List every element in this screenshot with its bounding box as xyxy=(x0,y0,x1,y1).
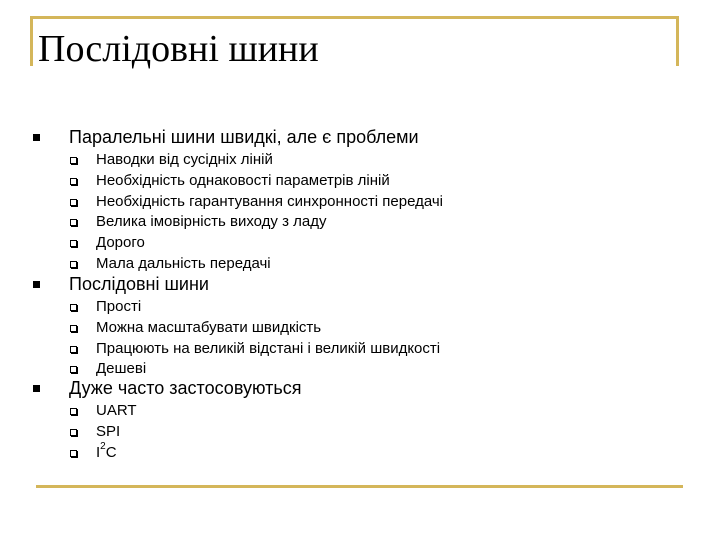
list-item: Дорого xyxy=(96,234,145,252)
level2-bullet-icon xyxy=(70,240,77,247)
bottom-rule xyxy=(36,485,683,488)
level2-bullet-icon xyxy=(70,199,77,206)
item-text-base: I xyxy=(96,443,101,461)
list-item xyxy=(96,440,117,461)
list-item: Необхідність однаковості параметрів ліній xyxy=(96,171,390,189)
level2-bullet-icon xyxy=(70,366,77,373)
level2-bullet-icon xyxy=(70,346,77,353)
level2-bullet-icon xyxy=(70,408,77,415)
section-heading: Дуже часто застосовуються xyxy=(69,378,302,398)
list-item: Необхідність гарантування синхронності передачі xyxy=(96,192,444,210)
level2-bullet-icon xyxy=(70,178,77,185)
level2-bullet-icon xyxy=(70,450,77,457)
level2-bullet-icon xyxy=(70,304,77,311)
level1-bullet-icon xyxy=(33,281,40,288)
level1-bullet-icon xyxy=(33,385,40,392)
list-item: UART xyxy=(96,402,137,419)
item-text-rest: C xyxy=(105,443,117,461)
level1-bullet-icon xyxy=(33,134,40,141)
item-text-superscript: 2 xyxy=(100,440,106,452)
section-heading: Послідовні шини xyxy=(69,274,209,294)
list-item: Велика імовірність виходу з ладу xyxy=(96,213,327,231)
slide-title: Послідовні шини xyxy=(38,28,319,70)
level2-bullet-icon xyxy=(70,429,77,436)
list-item: Можна масштабувати швидкість xyxy=(96,318,322,336)
section-heading: Паралельні шини швидкі, але є проблеми xyxy=(69,127,419,147)
list-item: Прості xyxy=(96,298,142,315)
level2-bullet-icon xyxy=(70,325,77,332)
list-item: Дешеві xyxy=(96,360,147,378)
list-item: Мала дальність передачі xyxy=(96,255,271,272)
list-item: Наводки від сусідніх ліній xyxy=(96,151,273,168)
level2-bullet-icon xyxy=(70,219,77,226)
list-item: SPI xyxy=(96,422,121,440)
level2-bullet-icon xyxy=(70,261,77,268)
level2-bullet-icon xyxy=(70,157,77,164)
list-item: Працюють на великій відстані і великій швидкості xyxy=(96,339,441,357)
